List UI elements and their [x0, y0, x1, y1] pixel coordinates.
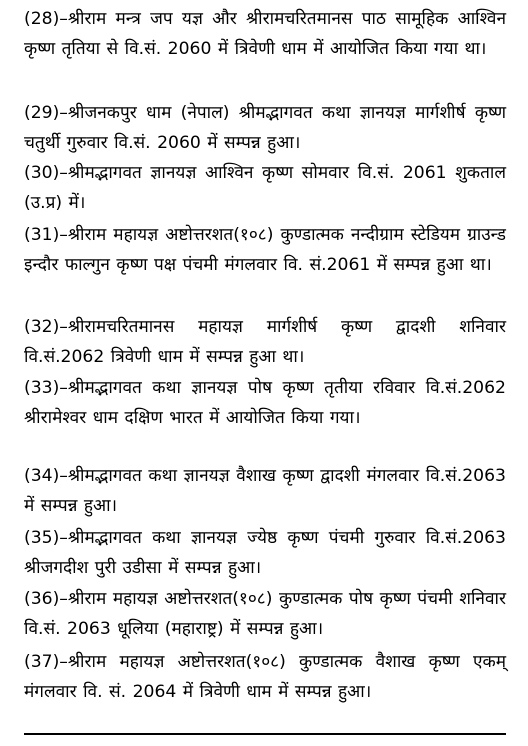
entry-36: (36)–श्रीराम महायज्ञ अष्टोत्तरशत(१०८) कुण्डात्मक पोष कृष्ण पंचमी शनिवार वि.सं. 2063 धूलिया (महाराष्ट्र) में सम्पन्न हुआ।: [24, 589, 506, 639]
entry-35: (35)–श्रीमद्भागवत कथा ज्ञानयज्ञ ज्येष्ठ कृष्ण पंचमी गुरुवार वि.सं.2063 श्रीजगदीश पुरी उडीसा में सम्पन्न हुआ।: [24, 528, 506, 578]
entry-28: (28)–श्रीराम मन्त्र जप यज्ञ और श्रीरामचरितमानस पाठ सामूहिक आश्विन कृष्ण तृतिया से वि.सं. 2060 में त्रिवेणी धाम में आयोजित किया गया था।: [24, 9, 506, 59]
entry-31: (31)–श्रीराम महायज्ञ अष्टोत्तरशत(१०८) कुण्डात्मक नन्दीग्राम स्टेडियम ग्राउन्ड इन्दौर फाल्गुन कृष्ण पक्ष पंचमी मंगलवार वि. सं.2061 में सम्पन्न हुआ था।: [24, 225, 506, 275]
entry-34: (34)–श्रीमद्भागवत कथा ज्ञानयज्ञ वैशाख कृष्ण द्वादशी मंगलवार वि.सं.2063 में सम्पन्न हुआ।: [24, 466, 506, 516]
bottom-rule: [24, 733, 506, 735]
entry-33: (33)–श्रीमद्भागवत कथा ज्ञानयज्ञ पोष कृष्ण तृतीया रविवार वि.सं.2062 श्रीरामेश्वर धाम दक्षिण भारत में आयोजित किया गया।: [24, 378, 506, 428]
entry-30: (30)–श्रीमद्भागवत ज्ञानयज्ञ आश्विन कृष्ण सोमवार वि.सं. 2061 शुकताल (उ.प्र) में।: [24, 163, 506, 213]
entry-29: (29)–श्रीजनकपुर धाम (नेपाल) श्रीमद्भागवत कथा ज्ञानयज्ञ मार्गशीर्ष कृष्ण चतुर्थी गुरुवार वि.सं. 2060 में सम्पन्न हुआ।: [24, 103, 506, 153]
entry-37: (37)–श्रीराम महायज्ञ अष्टोत्तरशत(१०८) कुण्डात्मक वैशाख कृष्ण एकम् मंगलवार वि. सं. 2064 में त्रिवेणी धाम में सम्पन्न हुआ।: [24, 652, 506, 702]
entry-32: (32)–श्रीरामचरितमानस महायज्ञ मार्गशीर्ष कृष्ण द्वादशी शनिवार वि.सं.2062 त्रिवेणी धाम में सम्पन्न हुआ था।: [24, 317, 506, 367]
